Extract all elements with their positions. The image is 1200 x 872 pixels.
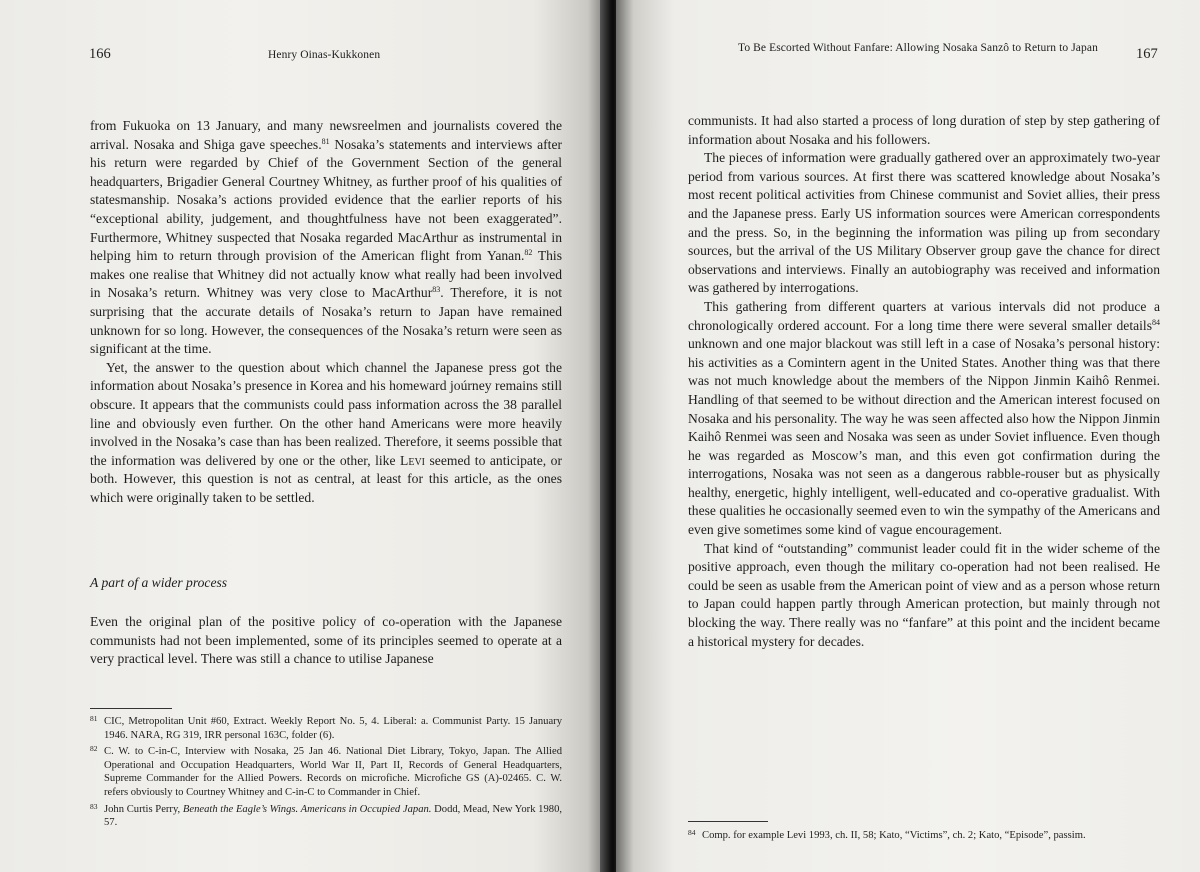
footnote-text: Comp. for example Levi 1993, ch. II, 58; Kato, “Victims”, ch. 2; Kato, “Episode”, passim. [702, 830, 1086, 841]
right-page-number: 167 [1136, 46, 1158, 62]
footnote-divider [90, 708, 172, 709]
footnote-84 [688, 829, 1168, 843]
footnote-ref-82: 82 [524, 248, 533, 258]
left-page-number: 166 [89, 46, 111, 62]
footnote-text: CIC, Metropolitan Unit #60, Extract. Weekly Report No. 5, 4. Liberal: a. Communist Party. 15 January 1946. NARA, RG 319, IRR personal 163C, folder (6). [104, 716, 562, 741]
footnote-number: 82 [90, 744, 98, 754]
left-body-text-2 [90, 613, 562, 669]
footnote-81 [90, 715, 562, 742]
right-running-head: To Be Escorted Without Fanfare: Allowing Nosaka Sanzô to Return to Japan [738, 42, 1098, 54]
left-paragraph-3: Even the original plan of the positive policy of co-operation with the Japanese communists had not been implemented, some of its principles seemed to operate at a very practical level. There was still a chance to utilise Japanese [90, 614, 562, 667]
left-paragraph-2: Yet, the answer to the question about which channel the Japanese press got the information about Nosaka’s presence in Korea and his homeward joúrney remains still obscure. It appears that the communists could pass information across the 38 parallel line and obviously even further. On the other hand Americans were more heavily involved in the Nosaka’s case than has been realized. Therefore, it seems possible that the information was delivered by one or the other, like Levi seemed to anticipate, or both. However, this question is not as central, at least for this article, as the ones which were originally taken to be settled. [90, 359, 562, 505]
right-footnotes [688, 829, 1168, 846]
footnote-text: C. W. to C-in-C, Interview with Nosaka, 25 Jan 46. National Diet Library, Tokyo, Japan. The Allied Operational and Occupation Headquarters, World War II, Part II, Records of General Headquarters, Supreme Commander for the Allied Powers. Records on microfiche. Microfiche GS (A)-02465. C. W. refers obviously to Courtney Whitney and C-in-C to Commander in Chief. [104, 746, 562, 798]
left-footnotes [90, 715, 562, 833]
book-title: Beneath the Eagle’s Wings. Americans in Occupied Japan. [182, 803, 432, 815]
footnote-82 [90, 745, 562, 799]
footnote-ref-81: 81 [321, 136, 330, 146]
footnote-number: 83 [90, 801, 98, 811]
left-running-head: Henry Oinas-Kukkonen [268, 49, 381, 61]
left-paragraph-1: from Fukuoka on 13 January, and many newsreelmen and journalists covered the arrival. Nosaka and Shiga gave speeches.$^{81}$ Nosaka’s statements and interviews after his return were regarded by Chief of the Government Section of the general headquarters, Brigadier General Courtney Whitney, as further proof of his qualities of statesmanship. Nosaka’s actions provided evidence that the earlier reports of his “exceptional ability, judgement, and thoughtfulness have not been exaggerated”. Furthermore, Whitney suspected that Nosaka regarded MacArthur as instrumental in helping him to return through provision of the American flight from Yanan.$^{82}$ This makes one realise that Whitney did not actually know what really had been involved in Nosaka’s return. Whitney was very close to MacArthur$^{83}$. Therefore, it is not surprising that the accurate details of Nosaka’s return to Japan have remained unknown for so long. However, the consequences of the Nosaka’s return were seen as significant at the time. [90, 118, 563, 357]
footnote-number: 81 [90, 714, 98, 723]
right-paragraph-2: The pieces of information were gradually gathered over an approximately two-year period from various sources. At first there was scattered knowledge about Nosaka’s most recent political activities from Chinese communist and Soviet allies, their press and the Japanese press. Early US information sources were American correspondents and the press. So, in the beginning the information was piling up from secondary sources, but the arrival of the US Military Observer group gave the chance for direct observations and interviews. Finally an autobiography was received and information was gathered by interrogations. [688, 150, 1160, 296]
footnote-number: 84 [688, 828, 696, 837]
author-levi: Levi [400, 452, 425, 468]
section-heading: A part of a wider process [90, 575, 228, 590]
right-paragraph-3: This gathering from different quarters at various intervals did not produce a chronologically ordered account. For a long time there were several smaller details$^{84}$ unknown and one major blackout was still left in a case of Nosaka’s personal history: his activities as a Comintern agent in the United States. Another thing was that there was not much knowledge about the members of the Nippon Jinmin Kaihô Renmei. Handling of that seemed to be without direction and the American interest focused on Nosaka and his personality. The way he was seen affected also how the Nippon Jinmin Kaihô Renmei was seen and Nosaka was seen as under Soviet influence. Even though he was regarded as Moscow’s man, and this even got confirmation during the interrogations, Nosaka was not seen as a dangerous rabble-rouser but as physically healthy, energetic, highly intelligent, well-educated and co-operative gradualist. With these qualities he occasionally seemed even to win the sympathy of the Americans and even give sometimes some kind of vague encouragement. [688, 298, 1160, 538]
right-body-text [688, 112, 1160, 651]
right-paragraph-1: communists. It had also started a process of long duration of step by step gathering of information about Nosaka and his followers. [688, 113, 1160, 147]
footnote-ref-84: 84 [1152, 317, 1160, 327]
right-paragraph-4: That kind of “outstanding” communist leader could fit in the wider scheme of the positive approach, even though the military co-operation had not been realised. He could be seen as usable frɵm the American point of view and as a person whose return to Japan could happen partly through American protection, but mainly through not blocking the way. There really was no “fanfare” at this point and the incident became a historical mystery for decades. [688, 540, 1160, 649]
footnote-83: 83 John Curtis Perry, Beneath the Eagle’s Wings. Americans in Occupied Japan. Dodd, Mead, New York 1980, 57. [90, 801, 563, 829]
footnote-ref-83: 83 [432, 285, 441, 295]
footnote-divider [688, 821, 768, 822]
left-body-text [90, 117, 562, 507]
right-page [616, 0, 1200, 872]
